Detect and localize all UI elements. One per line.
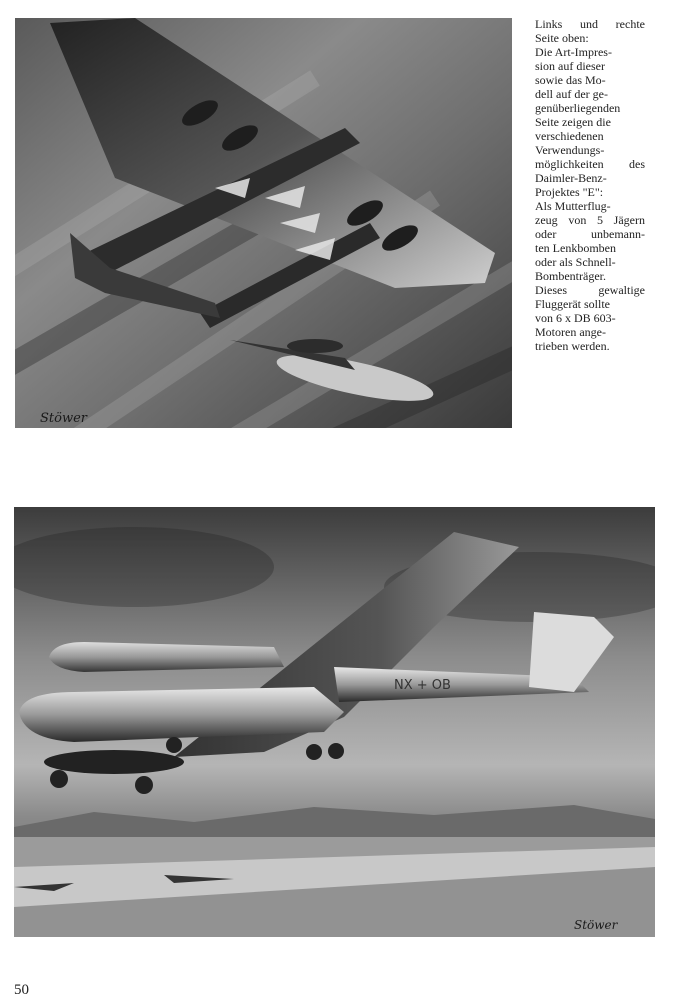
caption-line: Links und rechte (535, 17, 645, 31)
caption-line: sowie das Mo- (535, 73, 606, 87)
signature-top: Stöwer (40, 411, 87, 426)
illustration-mother-aircraft-takeoff (14, 507, 655, 937)
caption-line: Seite zeigen die (535, 115, 611, 129)
caption-line: Bombenträger. (535, 269, 606, 283)
caption-line: von 6 x DB 603- (535, 311, 616, 325)
caption-line: Motoren ange- (535, 325, 606, 339)
caption-line: Die Art-Impres- (535, 45, 612, 59)
fuselage-code: NX + OB (394, 678, 451, 693)
artwork-bottom (14, 507, 655, 937)
caption-line: Fluggerät sollte (535, 297, 610, 311)
caption-line: Daimler-Benz- (535, 171, 607, 185)
page-number: 50 (14, 982, 29, 998)
caption-line: sion auf dieser (535, 59, 605, 73)
caption-line: Dieses gewaltige (535, 283, 645, 297)
caption-text (535, 17, 645, 353)
signature-bottom: Stöwer (574, 918, 618, 932)
artwork-top (15, 18, 512, 428)
illustration-mother-aircraft-top-view (15, 18, 512, 428)
caption-line: genüberliegenden (535, 101, 621, 115)
caption-line: oder als Schnell- (535, 255, 616, 269)
caption-line: Seite oben: (535, 31, 589, 45)
caption-line: Als Mutterflug- (535, 199, 611, 213)
caption-line: verschiedenen (535, 129, 604, 143)
caption-line: dell auf der ge- (535, 87, 608, 101)
caption-line: ten Lenkbomben (535, 241, 616, 255)
caption-line: trieben werden. (535, 339, 610, 353)
caption-line: Projektes "E": (535, 185, 604, 199)
caption-line: möglichkeiten des (535, 157, 645, 171)
caption-line: zeug von 5 Jägern (535, 213, 645, 227)
caption-line: oder unbemann- (535, 227, 645, 241)
caption-line: Verwendungs- (535, 143, 605, 157)
